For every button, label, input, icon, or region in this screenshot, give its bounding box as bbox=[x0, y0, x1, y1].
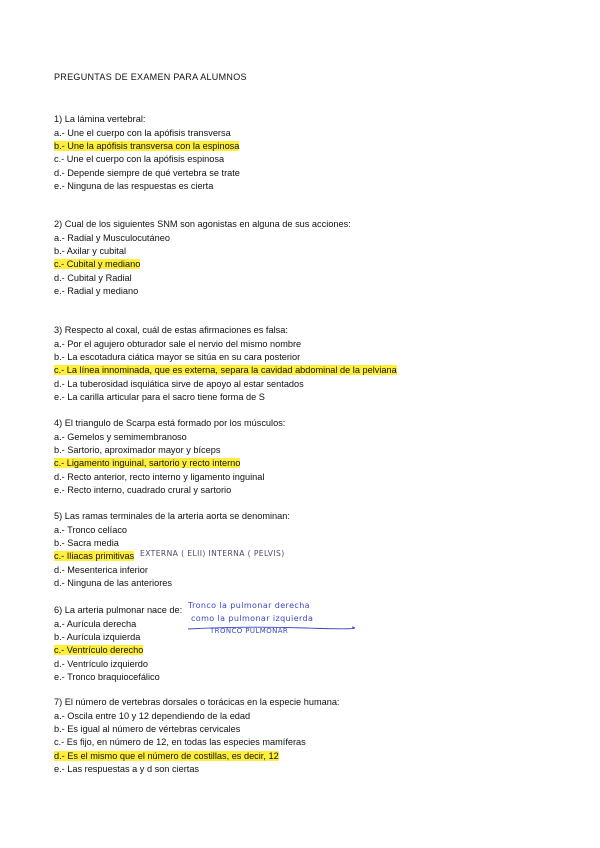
answer-option bbox=[54, 351, 584, 364]
answer-option bbox=[54, 444, 584, 457]
answer-option bbox=[54, 180, 584, 193]
answer-text: e.- Las respuestas a y d son ciertas bbox=[54, 763, 200, 774]
highlighted-answer: d.- Es el mismo que el número de costillas, es decir, 12 bbox=[54, 750, 279, 761]
answer-text: b.- Sacra media bbox=[54, 538, 119, 549]
answer-text: a.- Aurícula derecha bbox=[54, 618, 137, 629]
question-stem: 2) Cual de los siguientes SNM son agonistas en alguna de sus acciones: bbox=[54, 219, 351, 229]
answer-option bbox=[54, 577, 584, 590]
answer-option bbox=[54, 457, 584, 470]
answer-text: e.- Recto interno, cuadrado crural y sartorio bbox=[54, 484, 232, 495]
answer-text: d.- Ninguna de las anteriores bbox=[54, 577, 172, 588]
answer-text: a.- Oscila entre 10 y 12 dependiendo de la edad bbox=[54, 710, 251, 721]
question-stem: 6) La arteria pulmonar nace de: bbox=[54, 605, 183, 615]
answer-text: b.- Axilar y cubital bbox=[54, 246, 126, 257]
handwritten-note-q6-line3: TRONCO PULMONAR bbox=[210, 627, 289, 635]
answer-option bbox=[54, 378, 584, 391]
answer-option bbox=[54, 537, 584, 550]
answer-option bbox=[54, 471, 584, 484]
answer-option bbox=[54, 644, 584, 657]
question-stem: 5) Las ramas terminales de la arteria aorta se denominan: bbox=[54, 511, 290, 521]
answer-option bbox=[54, 127, 584, 140]
highlighted-answer: b.- Une la apófisis transversa con la espinosa bbox=[54, 141, 240, 152]
answer-text: b.- Es igual al número de vértebras cervicales bbox=[54, 724, 241, 735]
answer-text: a.- Radial y Musculocutáneo bbox=[54, 232, 170, 243]
answer-option bbox=[54, 723, 584, 736]
answer-text: b.- Aurícula izquierda bbox=[54, 632, 141, 643]
answer-option bbox=[54, 524, 584, 537]
answer-option bbox=[54, 484, 584, 497]
answer-text: e.- Tronco braquiocefálico bbox=[54, 671, 160, 682]
answer-option bbox=[54, 431, 584, 444]
question-stem: 7) El número de vertebras dorsales o torácicas en la especie humana: bbox=[54, 697, 340, 707]
question-stem: 3) Respecto al coxal, cuál de estas afirmaciones es falsa: bbox=[54, 325, 288, 335]
answer-option bbox=[54, 245, 584, 258]
answer-text: b.- Sartorio, aproximador mayor y bíceps bbox=[54, 445, 221, 456]
answer-option bbox=[54, 258, 584, 271]
highlighted-answer: c.- La línea innominada, que es externa, separa la cavidad abdominal de la pelviana bbox=[54, 365, 397, 376]
answer-text: a.- Une el cuerpo con la apófisis transversa bbox=[54, 127, 231, 138]
answer-text: a.- Tronco celíaco bbox=[54, 524, 128, 535]
question-4 bbox=[54, 417, 584, 497]
answer-option bbox=[54, 763, 584, 776]
question-1 bbox=[54, 113, 584, 193]
question-2 bbox=[54, 218, 584, 298]
question-5 bbox=[54, 510, 584, 590]
answer-option bbox=[54, 736, 584, 749]
question-7 bbox=[54, 696, 584, 776]
answer-option bbox=[54, 272, 584, 285]
highlighted-answer: c.- Cubital y mediano bbox=[54, 259, 141, 270]
answer-option bbox=[54, 391, 584, 404]
question-stem: 1) La lámina vertebral: bbox=[54, 114, 146, 124]
answer-option bbox=[54, 631, 584, 644]
answer-text: e.- La carilla articular para el sacro tiene forma de S bbox=[54, 391, 265, 402]
handwritten-note-q5: EXTERNA ( ELII) INTERNA ( PELVIS) bbox=[140, 549, 285, 558]
handwritten-note-q6-line1: Tronco la pulmonar derecha bbox=[188, 601, 310, 610]
answer-option bbox=[54, 153, 584, 166]
answer-text: d.- La tuberosidad isquiática sirve de apoyo al estar sentados bbox=[54, 378, 304, 389]
answer-option bbox=[54, 140, 584, 153]
answer-text: e.- Radial y mediano bbox=[54, 285, 139, 296]
question-stem: 4) El triangulo de Scarpa está formado por los músculos: bbox=[54, 418, 286, 428]
answer-option bbox=[54, 338, 584, 351]
answer-option bbox=[54, 167, 584, 180]
answer-option bbox=[54, 285, 584, 298]
answer-text: d.- Ventrículo izquierdo bbox=[54, 658, 148, 669]
answer-option bbox=[54, 550, 584, 563]
highlighted-answer: c.- Ligamento inguinal, sartorio y recto interno bbox=[54, 458, 241, 469]
answer-text: d.- Depende siempre de qué vertebra se trate bbox=[54, 167, 240, 178]
question-6 bbox=[54, 604, 584, 684]
answer-option bbox=[54, 658, 584, 671]
answer-option bbox=[54, 364, 584, 377]
answer-text: d.- Cubital y Radial bbox=[54, 272, 132, 283]
answer-text: c.- Une el cuerpo con la apófisis espinosa bbox=[54, 154, 225, 165]
answer-option bbox=[54, 750, 584, 763]
answer-text: e.- Ninguna de las respuestas es cierta bbox=[54, 180, 214, 191]
highlighted-answer: c.- Iliacas primitivas bbox=[54, 551, 135, 562]
highlighted-answer: c.- Ventrículo derecho bbox=[54, 645, 144, 656]
answer-text: a.- Gemelos y semimembranoso bbox=[54, 431, 187, 442]
answer-option bbox=[54, 671, 584, 684]
answer-option bbox=[54, 564, 584, 577]
answer-text: b.- La escotadura ciática mayor se sitúa en su cara posterior bbox=[54, 352, 301, 363]
handwritten-note-q6-line2: como la pulmonar izquierda bbox=[191, 614, 314, 623]
answer-text: d.- Recto anterior, recto interno y ligamento inguinal bbox=[54, 471, 265, 482]
answer-option bbox=[54, 232, 584, 245]
answer-text: a.- Por el agujero obturador sale el nervio del mismo nombre bbox=[54, 338, 302, 349]
question-3 bbox=[54, 324, 584, 404]
answer-option bbox=[54, 710, 584, 723]
answer-text: d.- Mesenterica inferior bbox=[54, 564, 148, 575]
page-title: PREGUNTAS DE EXAMEN PARA ALUMNOS bbox=[54, 72, 247, 82]
answer-text: c.- Es fijo, en número de 12, en todas las especies mamíferas bbox=[54, 737, 306, 748]
